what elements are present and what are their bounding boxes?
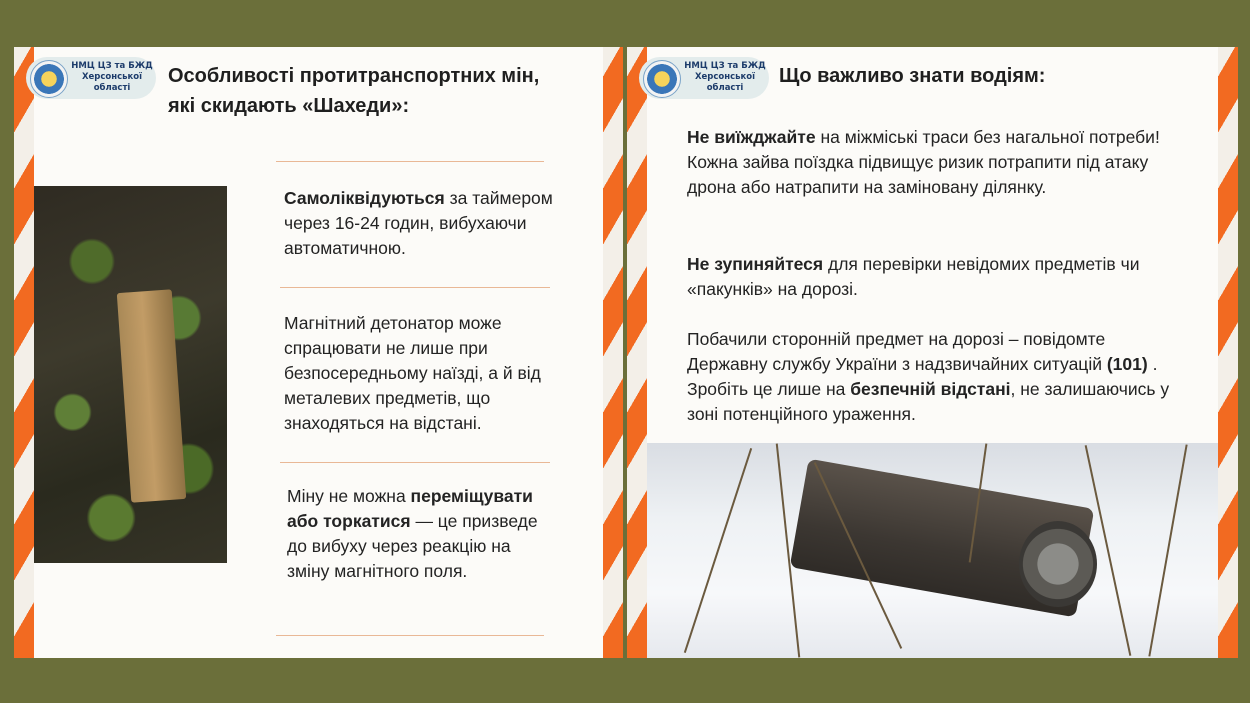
point-do-not-move: Міну не можна переміщувати або торкатися — це призведе до вибуху через реакцію на зміну магнітного поля. [287,486,538,581]
warning-stripes-left [14,47,34,658]
divider [276,635,544,636]
grass-stem [1148,444,1187,656]
logo-text: НМЦ ЦЗ та БЖД Херсонської області [684,61,766,93]
grass-stem [684,448,752,653]
mine-object [117,289,187,502]
divider [280,462,550,463]
advice-do-not-stop: Не зупиняйтеся для перевірки невідомих предметів чи «пакунків» на дорозі. [687,254,1140,299]
emblem-icon [30,60,68,98]
organization-logo [639,57,769,99]
divider [280,287,550,288]
mine-photo-ground [34,186,227,563]
advice-no-travel: Не виїжджайте на міжміські траси без нагальної потреби! Кожна зайва поїздка підвищує ризик потрапити під атаку дрона або натрапити на заміновану ділянку. [687,127,1160,197]
point-self-destruct: Самоліквідуються за таймером через 16-24 годин, вибухаючи автоматичною. [284,188,553,258]
mine-cap [1019,521,1097,607]
point-magnetic-detonator: Магнітний детонатор може спрацювати не лише при безпосередньому наїзді, а й від металевих предметів, що знаходяться на відстані. [284,313,541,433]
right-info-card [627,47,1238,658]
left-info-card [14,47,623,658]
organization-logo [26,57,156,99]
card-title: Що важливо знати водіям: [779,65,1046,87]
card-title: Особливості протитранспортних мін, які скидають «Шахеди»: [168,65,540,117]
warning-stripes-right [603,47,623,658]
warning-stripes-left [627,47,647,658]
warning-stripes-right [1218,47,1238,658]
divider [276,161,544,162]
logo-text: НМЦ ЦЗ та БЖД Херсонської області [71,61,153,93]
mine-photo-snow [647,443,1218,658]
advice-report-object: Побачили сторонній предмет на дорозі – повідомте Державну службу України з надзвичайних ситуацій (101) . Зробіть це лише на безпечній відстані, не залишаючись у зоні потенційного ураження. [687,329,1170,424]
emblem-icon [643,60,681,98]
